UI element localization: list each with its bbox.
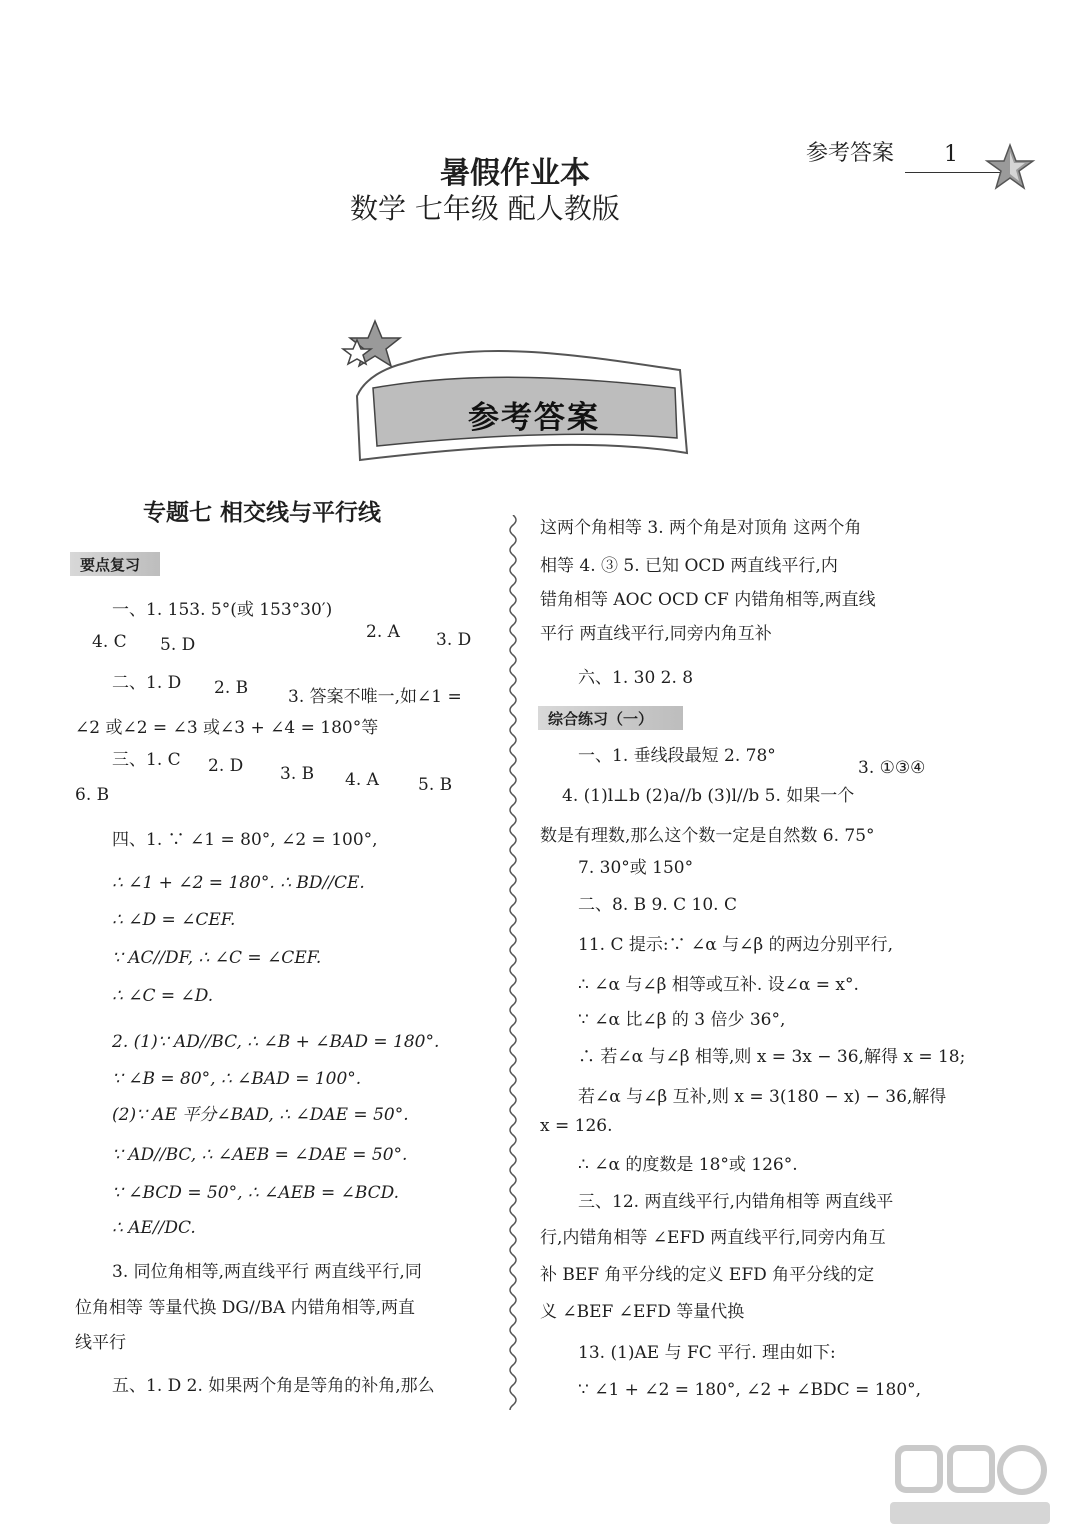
answer-line: ∵ ∠B = 80°, ∴ ∠BAD = 100°. <box>112 1069 362 1089</box>
answer-line: 3. 答案不唯一,如∠1 = <box>288 687 462 707</box>
answer-line: 若∠α 与∠β 互补,则 x = 3(180 − x) − 36,解得 <box>578 1087 947 1107</box>
answer-line: ∵ ∠1 + ∠2 = 180°, ∠2 + ∠BDC = 180°, <box>578 1380 922 1400</box>
answer-line: ∠2 或∠2 = ∠3 或∠3 + ∠4 = 180°等 <box>75 718 379 738</box>
answer-line: 二、8. B 9. C 10. C <box>578 895 738 915</box>
banner-label: 参考答案 <box>468 400 600 436</box>
answer-line: 六、1. 30 2. 8 <box>578 668 694 688</box>
answer-line: 行,内错角相等 ∠EFD 两直线平行,同旁内角互 <box>540 1228 886 1248</box>
answer-line: 一、1. 垂线段最短 2. 78° <box>578 746 776 766</box>
answer-line: 三、1. C <box>112 750 181 770</box>
answer-line: 错角相等 AOC OCD CF 内错角相等,两直线 <box>540 590 876 610</box>
answer-line: ∴ ∠1 + ∠2 = 180°. ∴ BD//CE. <box>112 873 365 893</box>
section-tag-review-label: 要点复习 <box>80 556 141 574</box>
answer-line: 二、1. D <box>112 673 182 693</box>
answer-line: ∴ 若∠α 与∠β 相等,则 x = 3x − 36,解得 x = 18; <box>578 1047 966 1067</box>
answer-line: 3. 同位角相等,两直线平行 两直线平行,同 <box>112 1262 422 1282</box>
answer-line: ∵ ∠BCD = 50°, ∴ ∠AEB = ∠BCD. <box>112 1183 400 1203</box>
answer-line: 补 BEF 角平分线的定义 EFD 角平分线的定 <box>540 1265 875 1285</box>
answer-line: 三、12. 两直线平行,内错角相等 两直线平 <box>578 1192 894 1212</box>
answer-line: 5. B <box>418 775 453 795</box>
answer-line: 四、1. ∵ ∠1 = 80°, ∠2 = 100°, <box>112 830 378 850</box>
answer-line: 7. 30°或 150° <box>578 858 694 878</box>
answer-line: ∴ ∠α 与∠β 相等或互补. 设∠α = x°. <box>578 975 859 995</box>
answer-line: ∴ ∠α 的度数是 18°或 126°. <box>578 1155 798 1175</box>
answer-line: 相等 4. ③ 5. 已知 OCD 两直线平行,内 <box>540 556 838 576</box>
answer-line: 2. (1)∵ AD//BC, ∴ ∠B + ∠BAD = 180°. <box>112 1032 440 1052</box>
answer-line: 数是有理数,那么这个数一定是自然数 6. 75° <box>540 826 875 846</box>
page-header-label: 参考答案 <box>806 141 895 166</box>
answer-line: 4. A <box>345 770 379 790</box>
answer-line: 6. B <box>75 785 110 805</box>
answer-line: 3. B <box>280 764 315 784</box>
answer-line: 这两个角相等 3. 两个角是对顶角 这两个角 <box>540 518 862 538</box>
column-divider <box>506 515 520 1410</box>
answer-line: 线平行 <box>75 1333 126 1353</box>
answer-line: ∴ ∠C = ∠D. <box>112 986 214 1006</box>
answer-line: 11. C 提示:∵ ∠α 与∠β 的两边分别平行, <box>578 935 893 955</box>
answer-line: ∴ ∠D = ∠CEF. <box>112 910 236 930</box>
answer-line: (2)∵ AE 平分∠BAD, ∴ ∠DAE = 50°. <box>112 1105 409 1125</box>
answer-line: 13. (1)AE 与 FC 平行. 理由如下: <box>578 1343 836 1363</box>
chapter-title: 专题七 相交线与平行线 <box>143 500 382 526</box>
section-tag-practice-label: 综合练习（一） <box>548 710 654 728</box>
answer-line: 2. A <box>366 622 400 642</box>
answer-line: 2. D <box>208 756 244 776</box>
answer-line: 一、1. 153. 5°(或 153°30′) <box>112 600 333 620</box>
section-tag-practice <box>538 706 683 730</box>
answer-line: 3. ①③④ <box>858 758 926 778</box>
answer-line: 4. (1)l⊥b (2)a//b (3)l//b 5. 如果一个 <box>562 786 855 806</box>
answer-line: 4. C <box>92 632 127 652</box>
answer-line: 5. D <box>160 635 196 655</box>
book-subtitle: 数学 七年级 配人教版 <box>350 192 620 225</box>
answer-line: 2. B <box>214 678 249 698</box>
answer-line: 3. D <box>436 630 472 650</box>
star-icon <box>984 142 1036 194</box>
answer-line: 五、1. D 2. 如果两个角是等角的补角,那么 <box>112 1376 435 1396</box>
answer-line: 平行 两直线平行,同旁内角互补 <box>540 624 772 644</box>
page-number: 1 <box>944 142 958 167</box>
answer-line: ∵ AC//DF, ∴ ∠C = ∠CEF. <box>112 948 322 968</box>
answer-line: ∴ AE//DC. <box>112 1218 196 1238</box>
section-tag-review <box>70 552 160 576</box>
answer-line: 义 ∠BEF ∠EFD 等量代换 <box>540 1302 745 1322</box>
answer-line: x = 126. <box>540 1116 613 1136</box>
watermark-logo <box>880 1440 1060 1530</box>
book-title: 暑假作业本 <box>440 156 590 191</box>
answer-line: 位角相等 等量代换 DG//BA 内错角相等,两直 <box>75 1298 416 1318</box>
answer-line: ∵ AD//BC, ∴ ∠AEB = ∠DAE = 50°. <box>112 1145 408 1165</box>
answer-line: ∵ ∠α 比∠β 的 3 倍少 36°, <box>578 1010 786 1030</box>
